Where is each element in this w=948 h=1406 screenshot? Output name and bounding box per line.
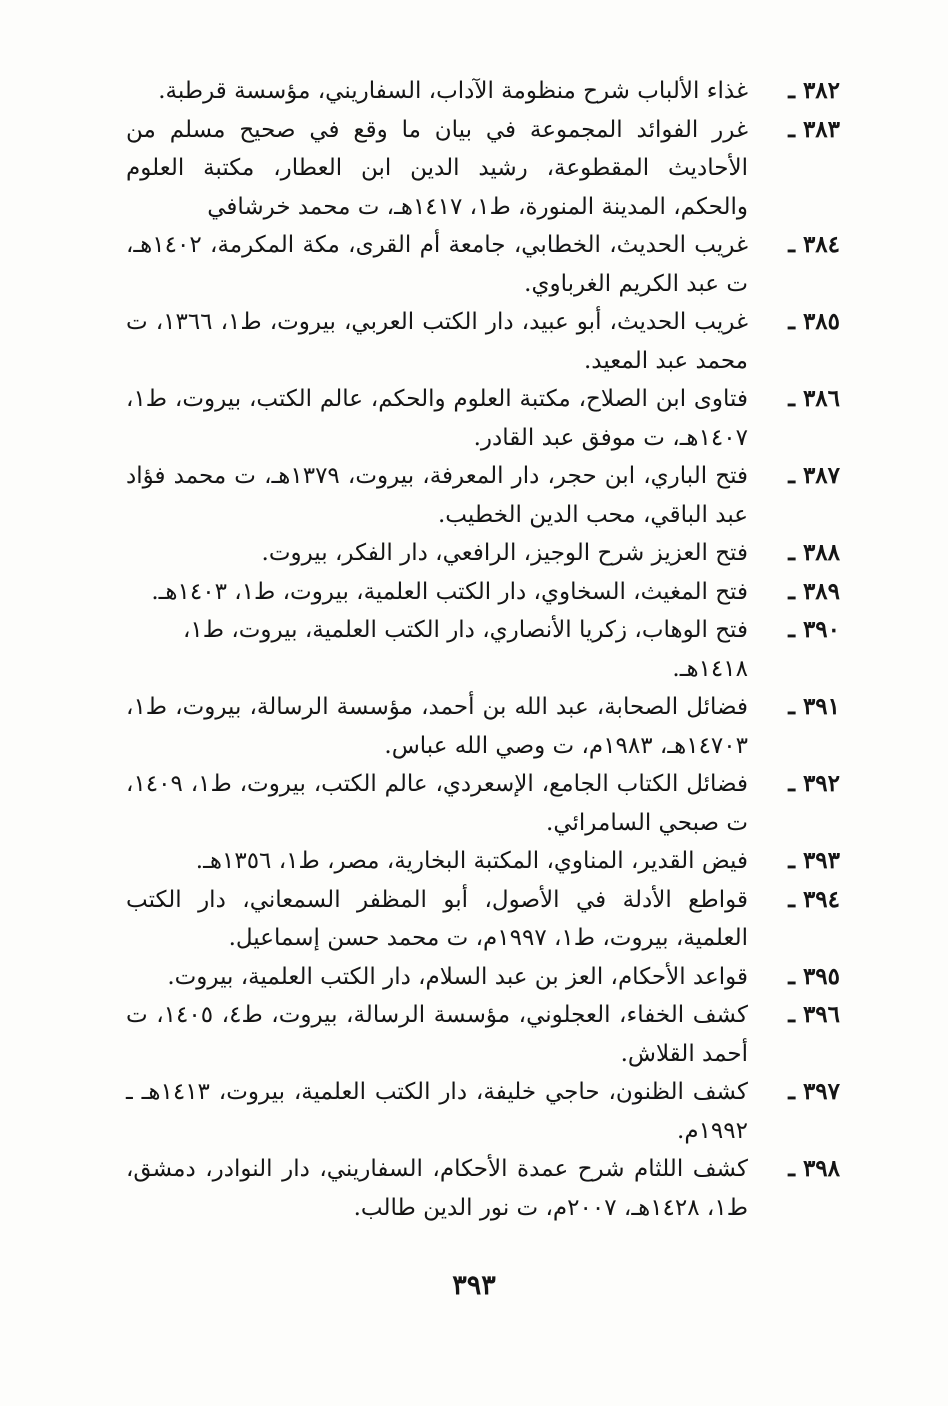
entry-text: فتح المغيث، السخاوي، دار الكتب العلمية، بيروت، ط١، ١٤٠٣هـ.	[151, 578, 748, 605]
entry-number: ٣٨٦ ـ	[788, 385, 840, 412]
entry-text: كشف اللثام شرح عمدة الأحكام، السفاريني، دار النوادر، دمشق، ط١، ١٤٢٨هـ، ٢٠٠٧م، ت نور الدين طالب.	[126, 1156, 748, 1221]
entry-text: قواعد الأحكام، العز بن عبد السلام، دار الكتب العلمية، بيروت.	[167, 963, 748, 990]
bibliography-entry	[126, 842, 840, 881]
entry-number: ٣٩٨ ـ	[788, 1155, 840, 1182]
bibliography-entry	[126, 611, 840, 688]
bibliography-entry	[126, 534, 840, 573]
entry-number: ٣٨٩ ـ	[788, 577, 840, 605]
entry-text: غريب الحديث، الخطابي، جامعة أم القرى، مكة المكرمة، ١٤٠٢هـ، ت عبد الكريم الغرباوي.	[126, 232, 748, 297]
entry-number: ٣٩١ ـ	[788, 693, 840, 720]
entry-number: ٣٩٥ ـ	[788, 962, 840, 990]
bibliography-entry	[126, 573, 840, 612]
entry-text: فيض القدير، المناوي، المكتبة البخارية، مصر، ط١، ١٣٥٦هـ.	[195, 848, 748, 874]
bibliography-entry	[126, 111, 840, 227]
bibliography-entry	[126, 72, 840, 111]
entry-number: ٣٩٧ ـ	[788, 1078, 840, 1105]
entry-text: كشف الخفاء، العجلوني، مؤسسة الرسالة، بيروت، ط٤، ١٤٠٥، ت أحمد القلاش.	[126, 1002, 749, 1067]
bibliography-entry	[126, 303, 840, 380]
entry-number: ٣٨٢ ـ	[788, 77, 840, 104]
page-number: ٣٩٣	[452, 1270, 496, 1301]
entry-number: ٣٩٦ ـ	[788, 1001, 840, 1028]
entry-number: ٣٨٣ ـ	[788, 115, 840, 143]
bibliography-entry	[126, 1150, 840, 1227]
bibliography-entry	[126, 996, 840, 1073]
entry-text: غرر الفوائد المجموعة في بيان ما وقع في صحيح مسلم من الأحاديث المقطوعة، رشيد الدين ابن العطار، مكتبة العلوم والحكم، المدينة المنورة، ط١، ١٤١٧هـ، ت محمد خرشافي	[126, 116, 748, 220]
entry-text: فضائل الصحابة، عبد الله بن أحمد، مؤسسة الرسالة، بيروت، ط١، ١٤٧٠٣هـ، ١٩٨٣م، ت وصي الله عباس.	[126, 694, 748, 759]
entry-number: ٣٩٣ ـ	[788, 847, 840, 874]
entry-text: فتح العزيز شرح الوجيز، الرافعي، دار الفكر، بيروت.	[261, 540, 748, 566]
entry-text: كشف الظنون، حاجي خليفة، دار الكتب العلمية، بيروت، ١٤١٣هـ ـ ١٩٩٢م.	[126, 1079, 748, 1144]
bibliography-entry	[126, 958, 840, 997]
bibliography-entry	[126, 688, 840, 765]
bibliography-entry	[126, 226, 840, 303]
bibliography-list	[126, 72, 840, 1227]
entry-number: ٣٨٤ ـ	[788, 231, 840, 258]
entry-text: فتاوى ابن الصلاح، مكتبة العلوم والحكم، عالم الكتب، بيروت، ط١، ١٤٠٧هـ، ت موفق عبد القادر.	[126, 386, 748, 451]
entry-number: ٣٩٢ ـ	[788, 770, 840, 797]
entry-number: ٣٨٧ ـ	[788, 462, 840, 489]
bibliography-entry	[126, 457, 840, 534]
entry-text: فتح الوهاب، زكريا الأنصاري، دار الكتب العلمية، بيروت، ط١، ١٤١٨هـ.	[182, 617, 748, 682]
entry-number: ٣٨٥ ـ	[788, 308, 840, 335]
bibliography-entry	[126, 765, 840, 842]
entry-text: فتح الباري، ابن حجر، دار المعرفة، بيروت، ١٣٧٩هـ، ت محمد فؤاد عبد الباقي، محب الدين الخطيب.	[126, 463, 749, 528]
bibliography-entry	[126, 380, 840, 457]
bibliography-entry	[126, 881, 840, 958]
entry-text: قواطع الأدلة في الأصول، أبو المظفر السمعاني، دار الكتب العلمية، بيروت، ط١، ١٩٩٧م، ت محمد حسن إسماعيل.	[126, 886, 748, 951]
entry-number: ٣٩٠ ـ	[788, 616, 840, 643]
entry-number: ٣٩٤ ـ	[788, 885, 840, 913]
entry-number: ٣٨٨ ـ	[788, 539, 840, 566]
entry-text: فضائل الكتاب الجامع، الإسعردي، عالم الكتب، بيروت، ط١، ١٤٠٩، ت صبحي السامرائي.	[126, 771, 748, 836]
entry-text: غذاء الألباب شرح منظومة الآداب، السفاريني، مؤسسة قرطبة.	[158, 78, 748, 104]
entry-text: غريب الحديث، أبو عبيد، دار الكتب العربي، بيروت، ط١، ١٣٦٦، ت محمد عبد المعيد.	[126, 309, 748, 374]
bibliography-entry	[126, 1073, 840, 1150]
